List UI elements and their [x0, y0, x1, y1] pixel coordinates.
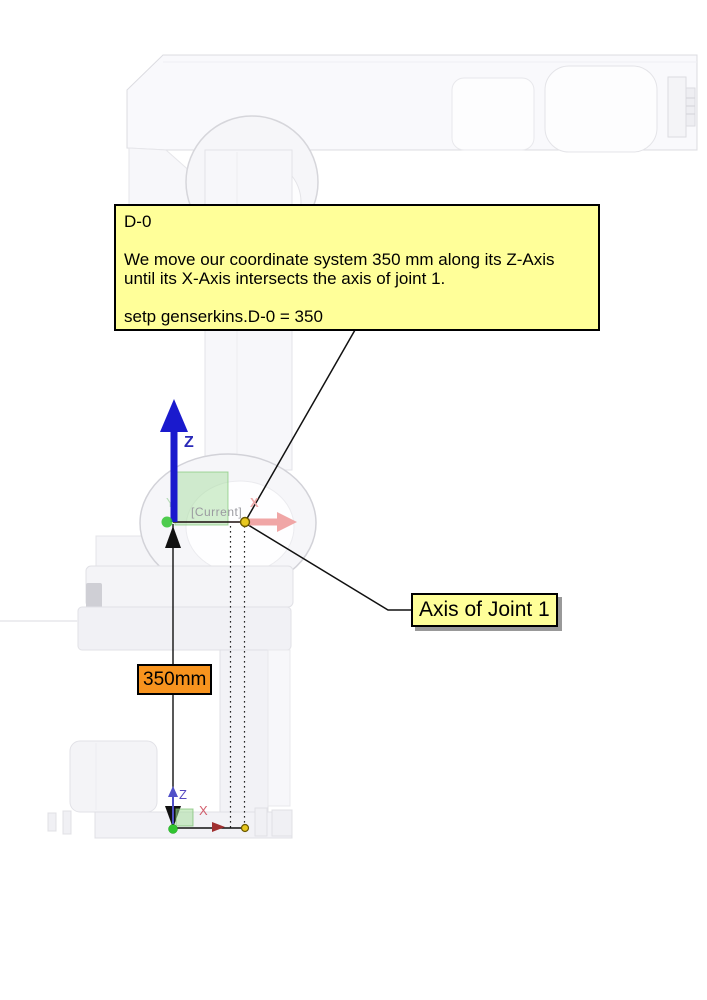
robot-forearm-segment — [452, 78, 534, 150]
info-box-body: We move our coordinate system 350 mm along its Z-Axis until its X-Axis intersects the axis of joint 1. — [124, 250, 555, 288]
z-axis-arrowhead — [160, 399, 188, 432]
info-box — [114, 204, 600, 331]
axis-of-joint-label: Axis of Joint 1 — [411, 593, 558, 627]
info-box-title: D-0 — [124, 212, 152, 231]
origin-point — [162, 517, 173, 528]
dimension-label: 350mm — [137, 664, 212, 695]
robot-ghost — [0, 55, 697, 838]
robot-forearm-segment — [545, 66, 657, 152]
robot-base-flange — [78, 607, 291, 650]
robot-wrist-flange — [668, 77, 686, 137]
current-frame-label: [Current] — [191, 505, 243, 519]
base-z-axis-arrowhead — [168, 786, 178, 797]
base-x-axis-label: X — [199, 803, 208, 818]
y-axis-label: Y — [166, 495, 175, 510]
base-origin-point — [169, 825, 178, 834]
robot-base-flange — [86, 566, 293, 607]
z-axis-label: Z — [184, 434, 194, 451]
base-z-axis-label: Z — [179, 787, 187, 802]
robot-base-cylinder — [70, 741, 157, 812]
x-axis-label: X — [250, 495, 259, 510]
info-box-command: setp genserkins.D-0 = 350 — [124, 307, 323, 326]
base-joint-axis-point — [242, 825, 249, 832]
base-frame-plane — [176, 809, 193, 826]
